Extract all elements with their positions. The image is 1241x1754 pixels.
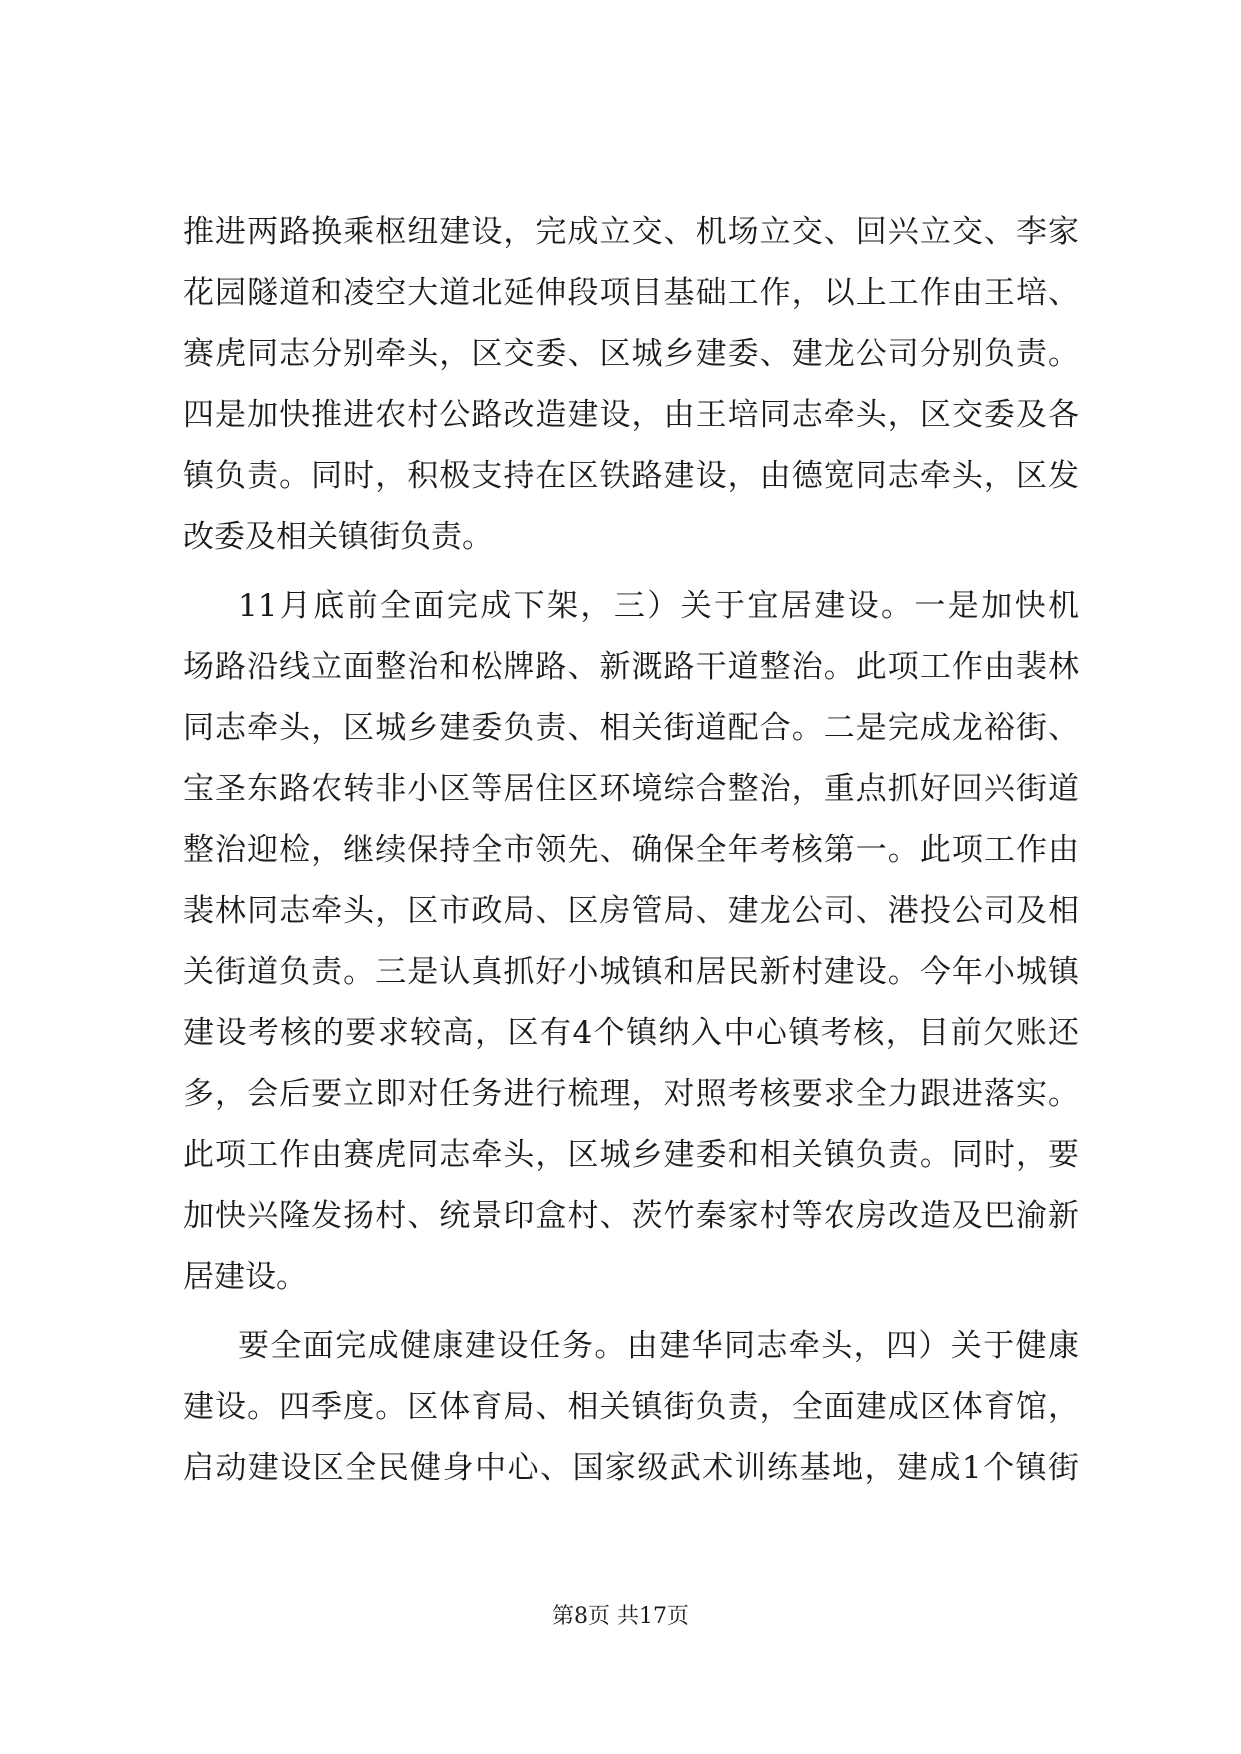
body-text-line: 建设。四季度。区体育局、相关镇街负责，全面建成区体育馆，	[183, 1389, 1079, 1425]
body-text-line: 推进两路换乘枢纽建设，完成立交、机场立交、回兴立交、李家	[183, 214, 1079, 250]
body-text-line: 改委及相关镇街负责。	[183, 519, 493, 555]
page-number-footer: 第8页 共17页	[552, 1604, 689, 1629]
body-text-line: 此项工作由赛虎同志牵头，区城乡建委和相关镇负责。同时，要	[183, 1137, 1079, 1173]
body-text-line: 同志牵头，区城乡建委负责、相关街道配合。二是完成龙裕街、	[183, 710, 1079, 746]
body-text-line: 整治迎检，继续保持全市领先、确保全年考核第一。此项工作由	[183, 832, 1079, 868]
paragraph-first-line: 11月底前全面完成下架，三）关于宜居建设。一是加快机	[238, 588, 1079, 624]
body-text-line: 建设考核的要求较高，区有4个镇纳入中心镇考核，目前欠账还	[183, 1015, 1079, 1051]
body-text-line: 镇负责。同时，积极支持在区铁路建设，由德宽同志牵头，区发	[183, 458, 1079, 494]
body-text-line: 裴林同志牵头，区市政局、区房管局、建龙公司、港投公司及相	[183, 893, 1079, 929]
body-text-line: 多，会后要立即对任务进行梳理，对照考核要求全力跟进落实。	[183, 1076, 1079, 1112]
body-text-line: 赛虎同志分别牵头，区交委、区城乡建委、建龙公司分别负责。	[183, 336, 1079, 372]
body-text-line: 宝圣东路农转非小区等居住区环境综合整治，重点抓好回兴街道	[183, 771, 1079, 807]
paragraph-first-line: 要全面完成健康建设任务。由建华同志牵头，四）关于健康	[238, 1328, 1079, 1364]
body-text-line: 居建设。	[183, 1259, 307, 1295]
body-text-line: 场路沿线立面整治和松牌路、新溉路干道整治。此项工作由裴林	[183, 649, 1079, 685]
body-text-line: 花园隧道和凌空大道北延伸段项目基础工作，以上工作由王培、	[183, 275, 1079, 311]
body-text-line: 关街道负责。三是认真抓好小城镇和居民新村建设。今年小城镇	[183, 954, 1079, 990]
body-text-line: 四是加快推进农村公路改造建设，由王培同志牵头，区交委及各	[183, 397, 1079, 433]
body-text-line: 启动建设区全民健身中心、国家级武术训练基地，建成1个镇街	[183, 1450, 1079, 1486]
body-text-line: 加快兴隆发扬村、统景印盒村、茨竹秦家村等农房改造及巴渝新	[183, 1198, 1079, 1234]
